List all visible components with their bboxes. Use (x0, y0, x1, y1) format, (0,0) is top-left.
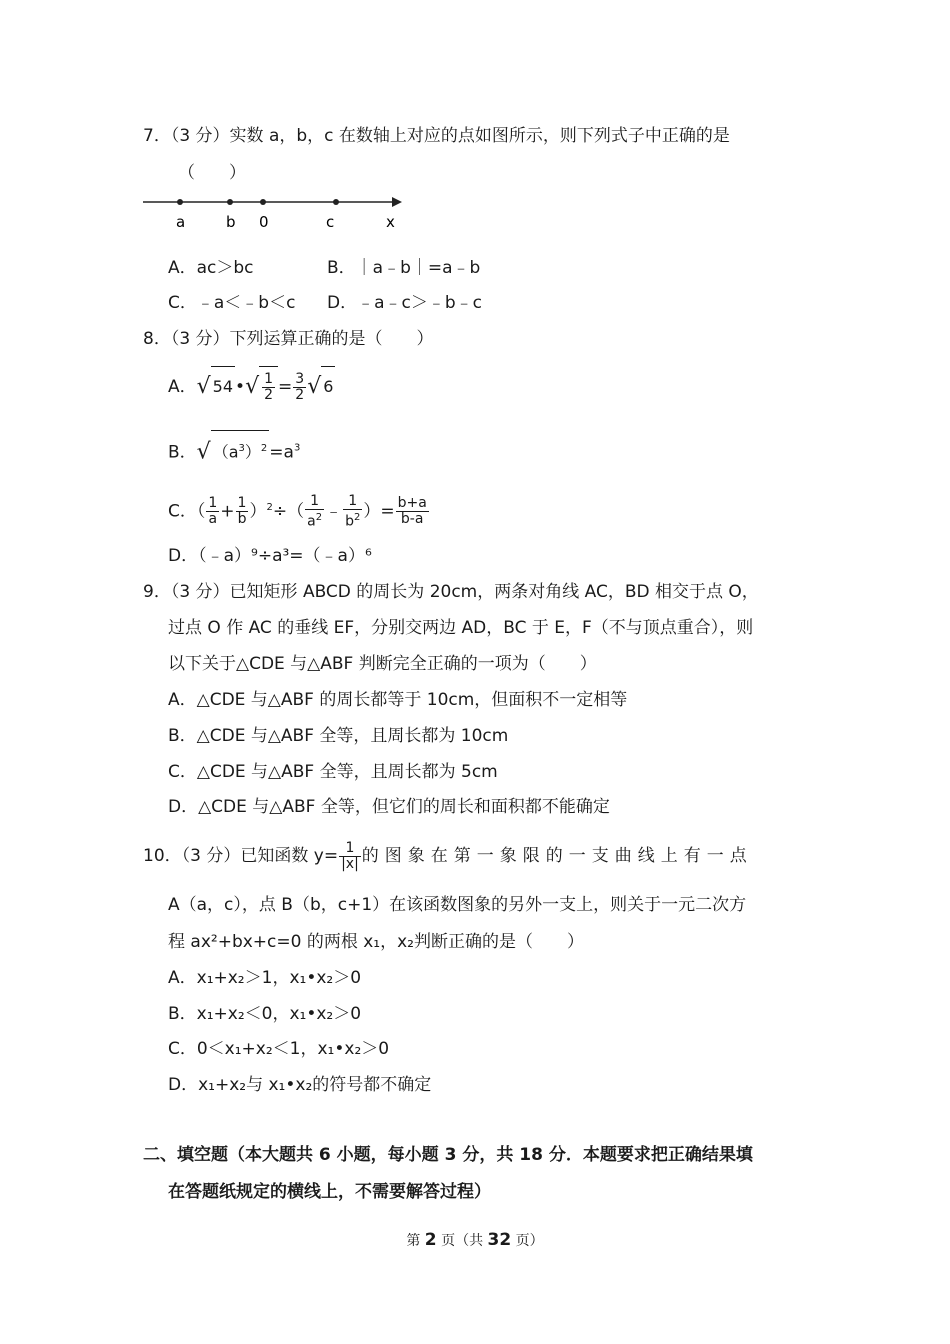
number-line-figure (140, 190, 410, 234)
q9-line-1: 9．（3 分）已知矩形 ABCD 的周长为 20cm，两条对角线 AC，BD 相交于点 O， (143, 582, 759, 602)
page-number: 2 (424, 1230, 437, 1250)
section-2-heading-line-2: 在答题纸规定的横线上，不需要解答过程） (168, 1182, 491, 1202)
section-2-heading-line-1: 二、填空题（本大题共 6 小题，每小题 3 分，共 18 分．本题要求把正确结果填 (143, 1145, 753, 1165)
q9-option-b: B．△CDE 与△ABF 全等，且周长都为 10cm (168, 726, 509, 746)
q9-option-c: C．△CDE 与△ABF 全等，且周长都为 5cm (168, 762, 498, 782)
label-x: x (386, 213, 395, 231)
point-b (227, 199, 233, 205)
q8-option-a: A．√ 54 •√ $\frac{1}{2}$ = $\frac{3}{2}$ √ 6 (168, 366, 335, 407)
page-total: 32 (487, 1230, 512, 1250)
label-a: a (176, 213, 186, 231)
q9-option-d: D．△CDE 与△ABF 全等，但它们的周长和面积都不能确定 (168, 797, 610, 817)
q7-option-a: A．ac＞bc (168, 258, 254, 278)
q7-option-d: D．﹣a﹣c＞﹣b﹣c (327, 293, 482, 313)
q8-stem: 8．（3 分）下列运算正确的是（ ） (143, 329, 434, 349)
q8-option-c: C．（ $\frac{1}{a}$ + $\frac{1}{b}$ ）$^2$÷（ $\frac{1}{a^2}$ ﹣ $\frac{1}{b^2}$ ）= $\frac{b+a}{b-a}$ (168, 492, 427, 530)
point-c (333, 199, 339, 205)
q10-option-a: A．x₁+x₂＞1，x₁•x₂＞0 (168, 968, 362, 988)
q7-stem: 7．（3 分）实数 a，b，c 在数轴上对应的点如图所示，则下列式子中正确的是 (143, 126, 730, 146)
q7-paren: （ ） (178, 163, 246, 183)
q10-option-d: D．x₁+x₂与 x₁•x₂的符号都不确定 (168, 1075, 432, 1095)
label-0: 0 (259, 213, 269, 231)
point-0 (260, 199, 266, 205)
q7-option-c: C．﹣a＜﹣b＜c (168, 293, 296, 313)
label-c: c (326, 213, 335, 231)
q10-line-3: 程 ax²+bx+c=0 的两根 x₁，x₂判断正确的是（ ） (168, 932, 585, 952)
q9-line-2: 过点 O 作 AC 的垂线 EF，分别交两边 AD，BC 于 E，F（不与顶点重合），则 (168, 618, 754, 638)
q9-option-a: A．△CDE 与△ABF 的周长都等于 10cm，但面积不一定相等 (168, 690, 628, 710)
q9-line-3: 以下关于△CDE 与△ABF 判断完全正确的一项为（ ） (168, 654, 597, 674)
q7-option-b: B．｜a﹣b｜=a﹣b (327, 258, 481, 278)
q10-line-1: 10．（3 分）已知函数 y= $\frac{1}{|x|}$ 的图象在第一象限的一支曲线上有一点 (143, 839, 753, 872)
arrow-head-icon (392, 197, 402, 207)
q8-option-d: D．（﹣a）⁹÷a³=（﹣a）⁶ (168, 546, 372, 566)
point-a (177, 199, 183, 205)
page-footer: 第 2 页（共 32 页） (406, 1230, 544, 1250)
q10-option-b: B．x₁+x₂＜0，x₁•x₂＞0 (168, 1004, 362, 1024)
q8-option-b: B．√ $(a^3)^2 =a^3$ (168, 430, 300, 470)
q10-line-2: A（a，c），点 B（b，c+1）在该函数图象的另外一支上，则关于一元二次方 (168, 895, 747, 915)
label-b: b (226, 213, 236, 231)
q10-option-c: C．0＜x₁+x₂＜1，x₁•x₂＞0 (168, 1039, 390, 1059)
